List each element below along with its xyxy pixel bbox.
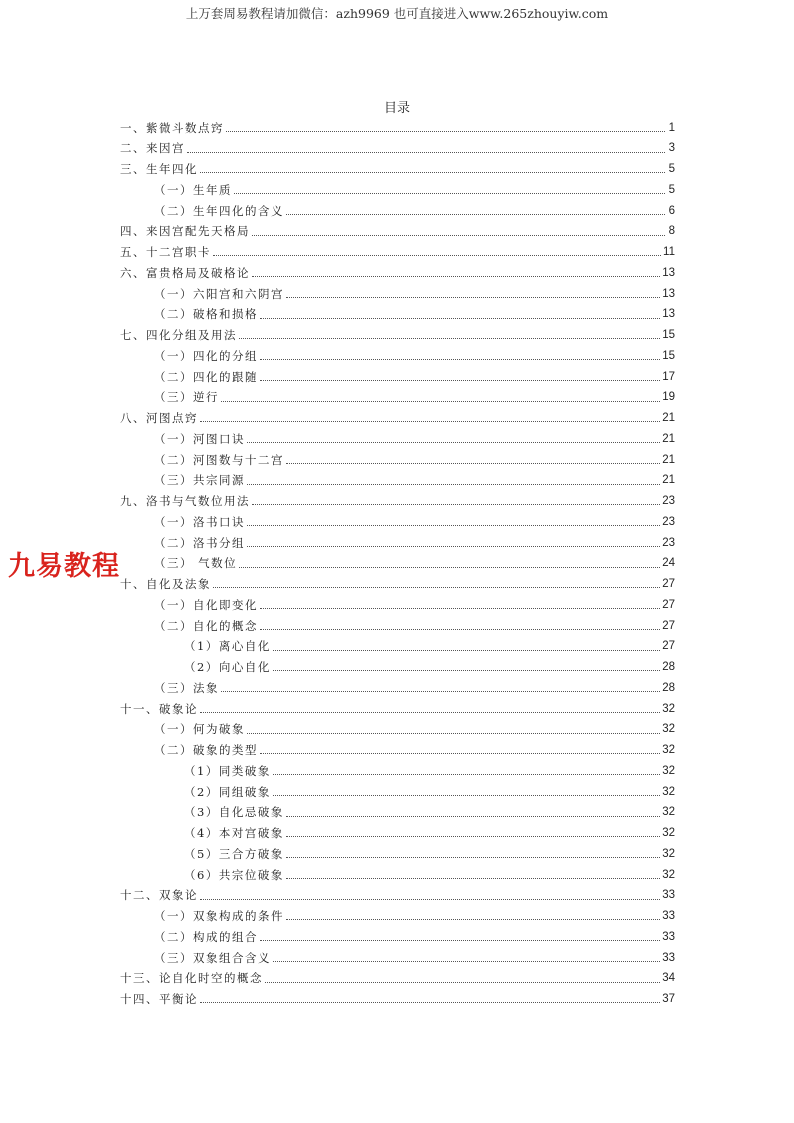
toc-dot-leader bbox=[286, 857, 660, 858]
toc-entry[interactable] bbox=[120, 637, 675, 658]
toc-entry-label: 十、自化及法象 bbox=[120, 577, 211, 592]
toc-entry-page-number: 32 bbox=[662, 702, 675, 715]
toc-dot-leader bbox=[213, 255, 661, 256]
toc-dot-leader bbox=[252, 276, 660, 277]
toc-dot-leader bbox=[260, 753, 660, 754]
toc-entry[interactable] bbox=[120, 367, 675, 388]
toc-entry[interactable] bbox=[120, 160, 675, 181]
toc-dot-leader bbox=[273, 795, 660, 796]
toc-entry-page-number: 32 bbox=[662, 868, 675, 881]
toc-dot-leader bbox=[247, 442, 660, 443]
toc-entry-label: （二）破象的类型 bbox=[154, 743, 258, 758]
toc-entry[interactable] bbox=[120, 927, 675, 948]
toc-entry[interactable] bbox=[120, 492, 675, 513]
toc-entry-page-number: 15 bbox=[662, 349, 675, 362]
toc-dot-leader bbox=[273, 650, 660, 651]
header-note: 上万套周易教程请加微信：azh9969 也可直接进入www.265zhouyiw.com bbox=[185, 6, 609, 21]
toc-entry-label: （1）离心自化 bbox=[184, 639, 271, 654]
toc-entry-page-number: 27 bbox=[662, 598, 675, 611]
toc-entry-page-number: 32 bbox=[662, 806, 675, 819]
toc-entry[interactable] bbox=[120, 512, 675, 533]
toc-entry-page-number: 11 bbox=[663, 246, 675, 259]
toc-entry-page-number: 27 bbox=[662, 619, 675, 632]
toc-entry-page-number: 32 bbox=[662, 847, 675, 860]
toc-entry-page-number: 13 bbox=[662, 287, 675, 300]
toc-entry[interactable] bbox=[120, 844, 675, 865]
toc-entry[interactable] bbox=[120, 886, 675, 907]
toc-entry-label: （二）河图数与十二宫 bbox=[154, 452, 284, 467]
toc-entry[interactable] bbox=[120, 554, 675, 575]
toc-entry[interactable] bbox=[120, 201, 675, 222]
toc-entry[interactable] bbox=[120, 865, 675, 886]
toc-entry-label: （三）共宗同源 bbox=[154, 473, 245, 488]
toc-entry[interactable] bbox=[120, 969, 675, 990]
toc-entry-page-number: 33 bbox=[662, 910, 675, 923]
toc-dot-leader bbox=[200, 899, 660, 900]
toc-entry-page-number: 34 bbox=[662, 972, 675, 985]
toc-entry-label: （一）双象构成的条件 bbox=[154, 909, 284, 924]
toc-entry-page-number: 24 bbox=[662, 557, 675, 570]
toc-dot-leader bbox=[226, 131, 665, 132]
toc-entry[interactable] bbox=[120, 429, 675, 450]
toc-entry-label: 九、洛书与气数位用法 bbox=[120, 494, 250, 509]
toc-entry-label: （二）生年四化的含义 bbox=[154, 203, 284, 218]
toc-entry-page-number: 21 bbox=[662, 432, 675, 445]
toc-entry[interactable] bbox=[120, 803, 675, 824]
toc-entry-label: （二）洛书分组 bbox=[154, 535, 245, 550]
toc-entry-page-number: 8 bbox=[668, 225, 675, 238]
toc-dot-leader bbox=[247, 525, 660, 526]
toc-entry-page-number: 23 bbox=[662, 515, 675, 528]
toc-entry-label: 十二、双象论 bbox=[120, 888, 198, 903]
toc-dot-leader bbox=[286, 816, 660, 817]
toc-entry-page-number: 21 bbox=[662, 474, 675, 487]
toc-entry-page-number: 15 bbox=[662, 329, 675, 342]
toc-dot-leader bbox=[200, 712, 660, 713]
toc-entry-label: （4）本对宫破象 bbox=[184, 826, 284, 841]
toc-dot-leader bbox=[286, 214, 665, 215]
toc-entry-label: （一）何为破象 bbox=[154, 722, 245, 737]
toc-entry-label: （三）法象 bbox=[154, 680, 219, 695]
toc-entry-label: 四、来因宫配先天格局 bbox=[120, 224, 250, 239]
toc-entry-label: （一）洛书口诀 bbox=[154, 514, 245, 529]
toc-entry-page-number: 23 bbox=[662, 536, 675, 549]
toc-entry-label: （一）四化的分组 bbox=[154, 348, 258, 363]
toc-entry[interactable] bbox=[120, 824, 675, 845]
toc-entry[interactable] bbox=[120, 678, 675, 699]
toc-entry-label: （1）同类破象 bbox=[184, 763, 271, 778]
toc-dot-leader bbox=[286, 836, 660, 837]
toc-entry[interactable] bbox=[120, 118, 675, 139]
toc-entry-page-number: 13 bbox=[662, 266, 675, 279]
toc-entry-label: 七、四化分组及用法 bbox=[120, 328, 237, 343]
toc-entry-label: （2）同组破象 bbox=[184, 784, 271, 799]
toc-entry-label: （5）三合方破象 bbox=[184, 846, 284, 861]
toc-dot-leader bbox=[200, 172, 665, 173]
toc-entry-page-number: 3 bbox=[668, 142, 675, 155]
toc-entry-label: （6）共宗位破象 bbox=[184, 867, 284, 882]
toc-entry[interactable] bbox=[120, 699, 675, 720]
toc-title: 目录 bbox=[383, 101, 410, 116]
toc-entry[interactable] bbox=[120, 761, 675, 782]
toc-entry-page-number: 32 bbox=[662, 827, 675, 840]
toc-entry-label: （一）自化即变化 bbox=[154, 597, 258, 612]
toc-dot-leader bbox=[286, 878, 660, 879]
toc-entry-page-number: 33 bbox=[662, 930, 675, 943]
toc-entry-page-number: 21 bbox=[662, 453, 675, 466]
toc-entry-label: （二）四化的跟随 bbox=[154, 369, 258, 384]
toc-entry-page-number: 32 bbox=[662, 785, 675, 798]
toc-entry[interactable] bbox=[120, 139, 675, 160]
toc-entry-page-number: 28 bbox=[662, 681, 675, 694]
toc-entry-label: 六、富贵格局及破格论 bbox=[120, 265, 250, 280]
toc-entry[interactable] bbox=[120, 305, 675, 326]
toc-dot-leader bbox=[273, 670, 660, 671]
toc-dot-leader bbox=[260, 318, 660, 319]
watermark-logo: 九易教程 bbox=[8, 551, 120, 582]
toc-entry-label: （一）六阳宫和六阴宫 bbox=[154, 286, 284, 301]
toc-entry[interactable] bbox=[120, 595, 675, 616]
toc-entry-label: （二）构成的组合 bbox=[154, 929, 258, 944]
toc-entry[interactable] bbox=[120, 782, 675, 803]
toc-dot-leader bbox=[234, 193, 665, 194]
toc-dot-leader bbox=[247, 733, 660, 734]
toc-entry[interactable] bbox=[120, 243, 675, 264]
toc-dot-leader bbox=[260, 359, 660, 360]
toc-dot-leader bbox=[286, 297, 660, 298]
toc-entry[interactable] bbox=[120, 284, 675, 305]
toc-dot-leader bbox=[252, 235, 665, 236]
toc-entry-label: （三）双象组合含义 bbox=[154, 950, 271, 965]
toc-dot-leader bbox=[213, 587, 660, 588]
toc-entry-page-number: 33 bbox=[662, 889, 675, 902]
toc-entry[interactable] bbox=[120, 222, 675, 243]
toc-entry[interactable] bbox=[120, 741, 675, 762]
toc-entry-page-number: 13 bbox=[662, 308, 675, 321]
toc-entry-page-number: 27 bbox=[662, 578, 675, 591]
toc-dot-leader bbox=[260, 608, 660, 609]
toc-entry[interactable] bbox=[120, 409, 675, 430]
toc-entry[interactable] bbox=[120, 450, 675, 471]
toc-entry[interactable] bbox=[120, 326, 675, 347]
toc-dot-leader bbox=[260, 629, 660, 630]
toc-entry-label: （二）自化的概念 bbox=[154, 618, 258, 633]
toc-entry-label: 八、河图点窍 bbox=[120, 411, 198, 426]
toc-dot-leader bbox=[265, 982, 660, 983]
toc-entry-page-number: 28 bbox=[662, 661, 675, 674]
toc-entry-label: 十一、破象论 bbox=[120, 701, 198, 716]
toc-dot-leader bbox=[252, 504, 660, 505]
toc-dot-leader bbox=[260, 380, 660, 381]
toc-entry-page-number: 32 bbox=[662, 723, 675, 736]
toc-entry-label: （三） 气数位 bbox=[154, 556, 238, 571]
toc-entry-label: （2）向心自化 bbox=[184, 660, 271, 675]
toc-entry[interactable] bbox=[120, 616, 675, 637]
toc-entry[interactable] bbox=[120, 471, 675, 492]
toc-entry-page-number: 23 bbox=[662, 495, 675, 508]
toc-entry-label: （一）河图口诀 bbox=[154, 431, 245, 446]
toc-entry-page-number: 5 bbox=[668, 183, 675, 196]
toc-entry[interactable] bbox=[120, 533, 675, 554]
toc-entry-label: （三）逆行 bbox=[154, 390, 219, 405]
toc-dot-leader bbox=[273, 774, 660, 775]
toc-entry-label: （二）破格和损格 bbox=[154, 307, 258, 322]
toc-dot-leader bbox=[247, 546, 660, 547]
toc-dot-leader bbox=[221, 401, 660, 402]
toc-entry-label: （3）自化忌破象 bbox=[184, 805, 284, 820]
toc-entry-page-number: 37 bbox=[662, 993, 675, 1006]
table-of-contents bbox=[120, 118, 675, 1010]
toc-entry-page-number: 1 bbox=[668, 121, 675, 134]
toc-entry-page-number: 6 bbox=[668, 204, 675, 217]
toc-entry[interactable] bbox=[120, 990, 675, 1011]
toc-entry-page-number: 27 bbox=[662, 640, 675, 653]
toc-dot-leader bbox=[239, 338, 660, 339]
toc-dot-leader bbox=[200, 421, 660, 422]
toc-entry-page-number: 33 bbox=[662, 951, 675, 964]
toc-entry-page-number: 32 bbox=[662, 744, 675, 757]
toc-dot-leader bbox=[273, 961, 660, 962]
toc-entry[interactable] bbox=[120, 388, 675, 409]
toc-entry-label: （一）生年质 bbox=[154, 182, 232, 197]
toc-entry-page-number: 17 bbox=[662, 370, 675, 383]
toc-entry-label: 三、生年四化 bbox=[120, 162, 198, 177]
toc-entry-page-number: 19 bbox=[662, 391, 675, 404]
toc-dot-leader bbox=[286, 463, 660, 464]
toc-entry[interactable] bbox=[120, 907, 675, 928]
toc-entry[interactable] bbox=[120, 720, 675, 741]
toc-entry-page-number: 21 bbox=[662, 412, 675, 425]
toc-entry[interactable] bbox=[120, 346, 675, 367]
toc-dot-leader bbox=[200, 1002, 660, 1003]
toc-entry-page-number: 32 bbox=[662, 764, 675, 777]
toc-entry-label: 二、来因宫 bbox=[120, 141, 185, 156]
toc-dot-leader bbox=[247, 484, 660, 485]
toc-entry-label: 一、紫微斗数点窍 bbox=[120, 120, 224, 135]
toc-entry[interactable] bbox=[120, 575, 675, 596]
toc-entry[interactable] bbox=[120, 658, 675, 679]
toc-dot-leader bbox=[221, 691, 660, 692]
toc-entry-label: 十三、论自化时空的概念 bbox=[120, 971, 263, 986]
toc-entry[interactable] bbox=[120, 263, 675, 284]
toc-dot-leader bbox=[239, 567, 660, 568]
toc-entry[interactable] bbox=[120, 180, 675, 201]
toc-dot-leader bbox=[187, 152, 665, 153]
toc-dot-leader bbox=[260, 940, 660, 941]
toc-entry-label: 五、十二宫职卡 bbox=[120, 245, 211, 260]
toc-dot-leader bbox=[286, 919, 660, 920]
toc-entry[interactable] bbox=[120, 948, 675, 969]
toc-entry-page-number: 5 bbox=[668, 163, 675, 176]
toc-entry-label: 十四、平衡论 bbox=[120, 992, 198, 1007]
